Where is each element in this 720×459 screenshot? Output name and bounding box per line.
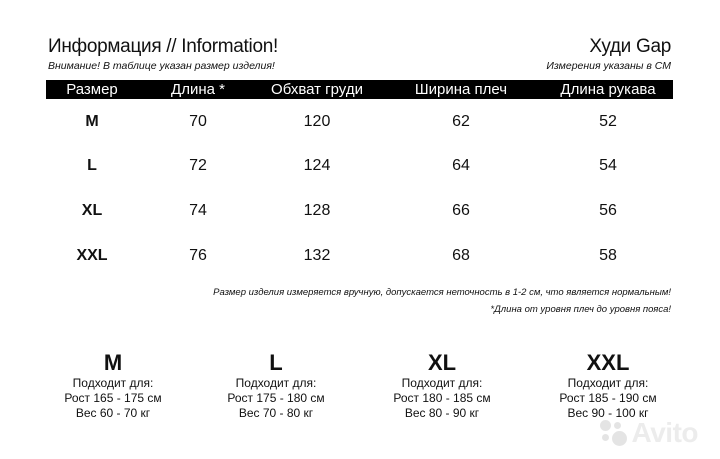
table-cell-chest: 124 (303, 157, 331, 174)
table-cell-shoulders: 68 (452, 247, 470, 264)
table-cell-shoulders: 66 (452, 202, 470, 219)
table-cell-size: XL (81, 202, 103, 219)
units-note: Измерения указаны в СМ (546, 60, 671, 72)
size-warning-note: Внимание! В таблице указан размер изделия! (48, 60, 275, 72)
table-cell-chest: 132 (303, 247, 331, 264)
column-header-length: Длина * (171, 81, 225, 98)
table-header (46, 80, 673, 99)
fit-guide-xxl (543, 350, 673, 421)
fit-weight: Вес 90 - 100 кг (567, 406, 649, 420)
fit-caption: Подходит для: (567, 376, 649, 390)
measurement-footnote: Размер изделия измеряется вручную, допускается неточность в 1-2 см, что является нормальным! (213, 287, 671, 298)
fit-height: Рост 175 - 180 см (227, 391, 325, 405)
column-header-size: Размер (66, 81, 118, 98)
fit-caption: Подходит для: (401, 376, 483, 390)
fit-weight: Вес 80 - 90 кг (404, 406, 480, 420)
avito-wordmark: Avito (631, 417, 698, 448)
fit-caption: Подходит для: (235, 376, 317, 390)
length-footnote: *Длина от уровня плеч до уровня пояса! (490, 304, 671, 315)
fit-weight: Вес 60 - 70 кг (75, 406, 151, 420)
table-cell-shoulders: 62 (452, 113, 470, 130)
fit-guide-l (211, 350, 341, 421)
fit-size-label: L (269, 350, 283, 375)
column-header-sleeve: Длина рукава (560, 81, 656, 98)
table-cell-size: XXL (76, 247, 108, 264)
table-row (0, 111, 720, 133)
fit-guide-xl (377, 350, 507, 421)
table-cell-length: 74 (189, 202, 207, 219)
product-title: Худи Gap (589, 36, 671, 57)
table-cell-chest: 120 (303, 113, 331, 130)
fit-size-label: M (103, 350, 123, 375)
table-row (0, 200, 720, 222)
table-cell-size: M (85, 113, 99, 130)
table-cell-length: 70 (189, 113, 207, 130)
fit-height: Рост 165 - 175 см (64, 391, 162, 405)
table-cell-sleeve: 52 (599, 113, 617, 130)
fit-guide-m (48, 350, 178, 421)
table-cell-size: L (87, 157, 97, 174)
table-cell-sleeve: 58 (599, 247, 617, 264)
table-cell-sleeve: 56 (599, 202, 617, 219)
fit-size-label: XXL (586, 350, 630, 375)
table-cell-sleeve: 54 (599, 157, 617, 174)
fit-height: Рост 185 - 190 см (559, 391, 657, 405)
fit-height: Рост 180 - 185 см (393, 391, 491, 405)
table-cell-shoulders: 64 (452, 157, 470, 174)
table-row (0, 155, 720, 177)
avito-logo-icon (598, 418, 628, 448)
table-cell-chest: 128 (303, 202, 331, 219)
fit-size-label: XL (427, 350, 457, 375)
column-header-shoulders: Ширина плеч (414, 81, 508, 98)
table-cell-length: 76 (189, 247, 207, 264)
table-row (0, 245, 720, 267)
table-cell-length: 72 (189, 157, 207, 174)
column-header-chest: Обхват груди (271, 81, 363, 98)
page-title: Информация // Information! (48, 36, 278, 57)
fit-weight: Вес 70 - 80 кг (238, 406, 314, 420)
fit-caption: Подходит для: (72, 376, 154, 390)
avito-watermark (598, 416, 698, 450)
